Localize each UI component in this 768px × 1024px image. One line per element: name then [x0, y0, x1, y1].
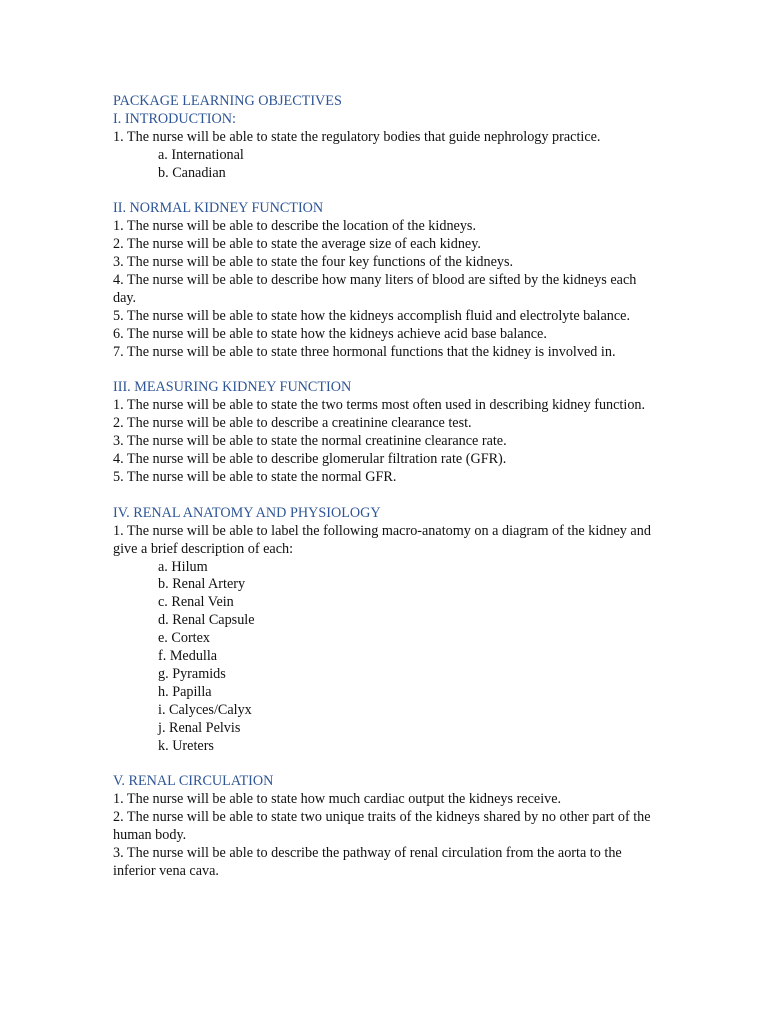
section-heading: I. INTRODUCTION: [113, 110, 236, 127]
objective-subitem: b. Renal Artery [158, 576, 246, 593]
section [113, 773, 658, 880]
section-heading: III. MEASURING KIDNEY FUNCTION [113, 379, 352, 396]
objective-item: 1. The nurse will be able to label the following macro-anatomy on a diagram of the kidney and give a brief description of each: [113, 522, 651, 557]
objective-item: 3. The nurse will be able to describe the pathway of renal circulation from the aorta to the inferior vena cava. [113, 845, 622, 879]
objective-subitem: d. Renal Capsule [158, 612, 255, 629]
objective-item: 1. The nurse will be able to state how much cardiac output the kidneys receive. [113, 791, 562, 808]
objective-item: 5. The nurse will be able to state the normal GFR. [113, 469, 397, 485]
objective-subitem: j. Renal Pelvis [158, 719, 241, 736]
objective-item: 1. The nurse will be able to state the two terms most often used in describing kidney function. [113, 397, 646, 414]
section [113, 200, 658, 361]
objective-subitem: k. Ureters [158, 737, 214, 754]
objective-item: 6. The nurse will be able to state how the kidneys achieve acid base balance. [113, 325, 547, 342]
objective-item: 7. The nurse will be able to state three hormonal functions that the kidney is involved in. [113, 343, 616, 360]
objective-item: 1. The nurse will be able to state the regulatory bodies that guide nephrology practice. [113, 128, 601, 145]
objective-subitem: c. Renal Vein [158, 594, 234, 611]
objective-item: 5. The nurse will be able to state how the kidneys accomplish fluid and electrolyte balance. [113, 307, 631, 324]
objective-item: 1. The nurse will be able to describe the location of the kidneys. [113, 218, 476, 235]
sections-container [113, 111, 658, 881]
objective-item: 4. The nurse will be able to describe glomerular filtration rate (GFR). [113, 451, 507, 468]
objective-subitem: i. Calyces/Calyx [158, 701, 252, 718]
objective-item: 2. The nurse will be able to state two unique traits of the kidneys shared by no other part of the human body. [113, 809, 651, 844]
document-title: PACKAGE LEARNING OBJECTIVES [113, 93, 342, 109]
objective-subitem: g. Pyramids [158, 665, 226, 682]
objective-item: 4. The nurse will be able to describe how many liters of blood are sifted by the kidneys each day. [113, 272, 637, 306]
objective-subitem: f. Medulla [158, 648, 218, 665]
section-heading: IV. RENAL ANATOMY AND PHYSIOLOGY [113, 504, 381, 521]
objective-subitem: a. Hilum [158, 558, 208, 575]
objective-item: 2. The nurse will be able to state the average size of each kidney. [113, 236, 481, 253]
objective-item: 3. The nurse will be able to state the normal creatinine clearance rate. [113, 433, 507, 450]
objective-subitem: b. Canadian [158, 164, 226, 181]
section-heading: V. RENAL CIRCULATION [113, 773, 274, 790]
section [113, 379, 658, 486]
objective-subitem: e. Cortex [158, 630, 211, 647]
section [113, 505, 658, 756]
section-heading: II. NORMAL KIDNEY FUNCTION [113, 200, 324, 217]
section [113, 111, 658, 183]
objective-subitem: a. International [158, 146, 244, 163]
objective-item: 2. The nurse will be able to describe a creatinine clearance test. [113, 415, 472, 432]
objective-subitem: h. Papilla [158, 683, 212, 700]
objective-item: 3. The nurse will be able to state the four key functions of the kidneys. [113, 254, 514, 271]
document-body [113, 93, 658, 881]
